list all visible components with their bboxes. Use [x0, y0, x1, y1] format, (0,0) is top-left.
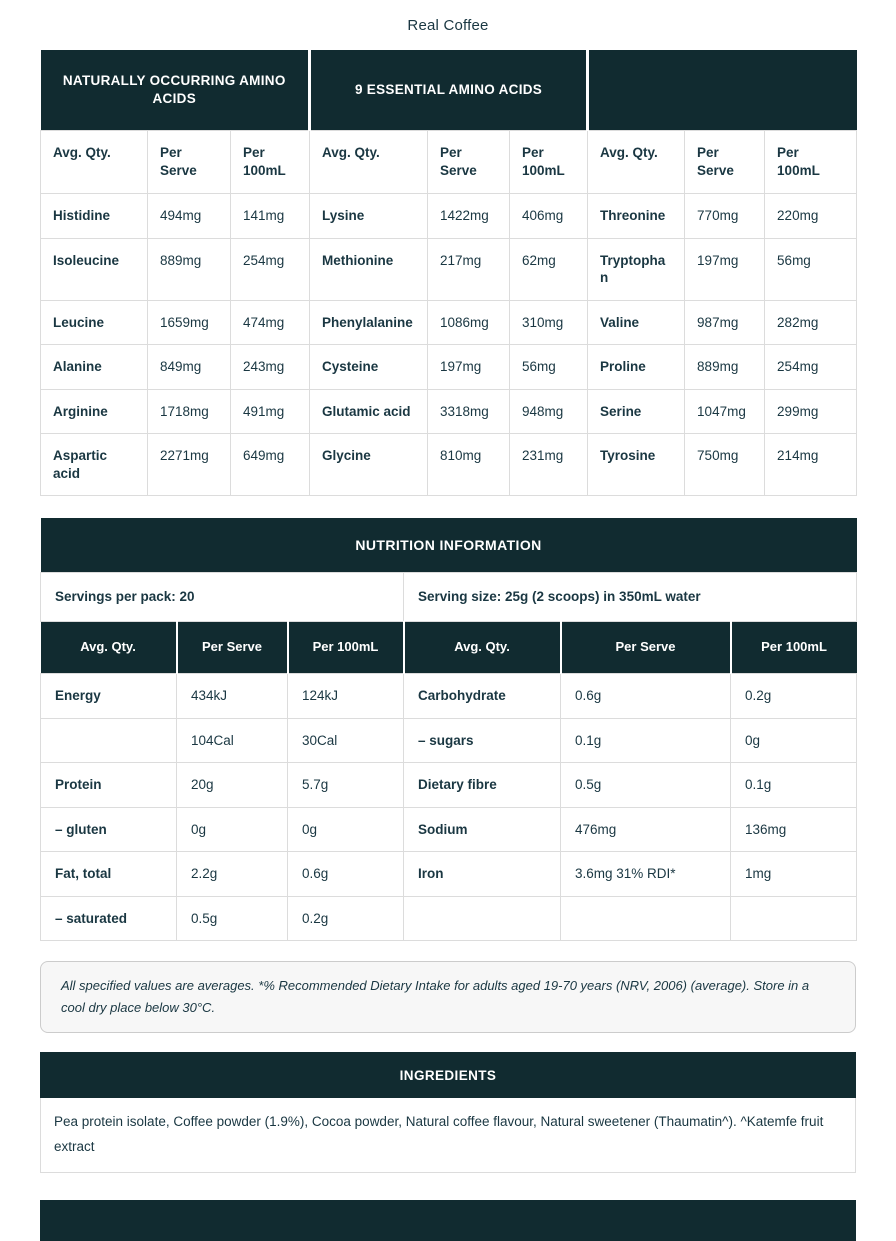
nutrient-value-cell: 0.6g: [288, 852, 404, 897]
amino-acids-table: [40, 50, 857, 496]
amino-col-header: Per 100mL: [231, 131, 310, 194]
nutrition-col-header: Per 100mL: [288, 622, 404, 674]
amino-name-cell: Arginine: [41, 389, 148, 434]
nutrition-column-header-row: [41, 622, 857, 674]
nutrient-name-cell: – sugars: [404, 718, 561, 763]
nutrition-col-header: Per Serve: [561, 622, 731, 674]
amino-value-cell: 987mg: [685, 300, 765, 345]
amino-name-cell: Phenylalanine: [310, 300, 428, 345]
nutrient-name-cell: [41, 718, 177, 763]
amino-value-cell: 254mg: [765, 345, 857, 390]
nutrient-value-cell: 476mg: [561, 807, 731, 852]
amino-value-cell: 889mg: [148, 238, 231, 300]
amino-value-cell: 310mg: [510, 300, 588, 345]
amino-value-cell: 491mg: [231, 389, 310, 434]
amino-value-cell: 197mg: [428, 345, 510, 390]
nutrient-value-cell: 0g: [288, 807, 404, 852]
amino-value-cell: 750mg: [685, 434, 765, 496]
amino-value-cell: 62mg: [510, 238, 588, 300]
serving-size: Serving size: 25g (2 scoops) in 350mL water: [404, 573, 857, 622]
amino-value-cell: 56mg: [765, 238, 857, 300]
table-row: [41, 852, 857, 897]
nutrient-value-cell: 3.6mg 31% RDI*: [561, 852, 731, 897]
amino-col-header: Avg. Qty.: [41, 131, 148, 194]
amino-value-cell: 2271mg: [148, 434, 231, 496]
table-row: [41, 194, 857, 239]
nutrient-value-cell: 1mg: [731, 852, 857, 897]
next-section-header-bar: [40, 1200, 856, 1241]
amino-name-cell: Serine: [588, 389, 685, 434]
amino-group-header-blank: [588, 50, 857, 131]
amino-value-cell: 254mg: [231, 238, 310, 300]
nutrient-name-cell: Fat, total: [41, 852, 177, 897]
amino-value-cell: 1422mg: [428, 194, 510, 239]
ingredients-text: Pea protein isolate, Coffee powder (1.9%), Cocoa powder, Natural coffee flavour, Natural sweetener (Thaumatin^). ^Katemfe fruit extract: [40, 1098, 856, 1173]
nutrient-value-cell: 434kJ: [177, 674, 288, 719]
amino-value-cell: 1047mg: [685, 389, 765, 434]
amino-value-cell: 810mg: [428, 434, 510, 496]
nutrient-name-cell: Iron: [404, 852, 561, 897]
amino-col-header: Avg. Qty.: [310, 131, 428, 194]
table-row: [41, 389, 857, 434]
amino-name-cell: Aspartic acid: [41, 434, 148, 496]
amino-value-cell: 231mg: [510, 434, 588, 496]
amino-value-cell: 214mg: [765, 434, 857, 496]
amino-name-cell: Valine: [588, 300, 685, 345]
amino-value-cell: 474mg: [231, 300, 310, 345]
amino-value-cell: 889mg: [685, 345, 765, 390]
amino-value-cell: 243mg: [231, 345, 310, 390]
amino-value-cell: 948mg: [510, 389, 588, 434]
amino-name-cell: Cysteine: [310, 345, 428, 390]
amino-group-header-essential: 9 ESSENTIAL AMINO ACIDS: [310, 50, 588, 131]
amino-col-header: Avg. Qty.: [588, 131, 685, 194]
amino-value-cell: 282mg: [765, 300, 857, 345]
nutrition-information-header: NUTRITION INFORMATION: [41, 518, 857, 573]
nutrient-value-cell: 0.1g: [561, 718, 731, 763]
amino-name-cell: Glutamic acid: [310, 389, 428, 434]
amino-value-cell: 1086mg: [428, 300, 510, 345]
amino-col-header: Per 100mL: [765, 131, 857, 194]
table-row: [41, 345, 857, 390]
nutrient-name-cell: – gluten: [41, 807, 177, 852]
amino-name-cell: Alanine: [41, 345, 148, 390]
nutrient-value-cell: 0.2g: [288, 896, 404, 941]
nutrient-value-cell: 0.5g: [561, 763, 731, 808]
amino-name-cell: Lysine: [310, 194, 428, 239]
table-row: [41, 896, 857, 941]
amino-value-cell: 649mg: [231, 434, 310, 496]
page-title: Real Coffee: [407, 17, 489, 34]
nutrient-value-cell: 0g: [177, 807, 288, 852]
nutrient-name-cell: Protein: [41, 763, 177, 808]
nutrient-value-cell: 0.2g: [731, 674, 857, 719]
amino-name-cell: Threonine: [588, 194, 685, 239]
serving-info-row: [41, 573, 857, 622]
amino-value-cell: 299mg: [765, 389, 857, 434]
nutrient-value-cell: 20g: [177, 763, 288, 808]
amino-value-cell: 3318mg: [428, 389, 510, 434]
amino-name-cell: Tryptophan: [588, 238, 685, 300]
table-row: [41, 300, 857, 345]
amino-name-cell: Isoleucine: [41, 238, 148, 300]
table-row: [41, 763, 857, 808]
nutrient-value-cell: [561, 896, 731, 941]
servings-per-pack: Servings per pack: 20: [41, 573, 404, 622]
table-row: [41, 674, 857, 719]
amino-group-header-naturally-occurring: NATURALLY OCCURRING AMINO ACIDS: [41, 50, 310, 131]
nutrient-name-cell: Carbohydrate: [404, 674, 561, 719]
amino-name-cell: Leucine: [41, 300, 148, 345]
amino-col-header: Per Serve: [428, 131, 510, 194]
amino-name-cell: Tyrosine: [588, 434, 685, 496]
nutrition-col-header: Per 100mL: [731, 622, 857, 674]
nutrient-value-cell: 124kJ: [288, 674, 404, 719]
nutrient-value-cell: 0.1g: [731, 763, 857, 808]
amino-value-cell: 849mg: [148, 345, 231, 390]
nutrient-value-cell: 5.7g: [288, 763, 404, 808]
nutrient-value-cell: 136mg: [731, 807, 857, 852]
amino-value-cell: 1718mg: [148, 389, 231, 434]
table-row: [41, 807, 857, 852]
amino-name-cell: Methionine: [310, 238, 428, 300]
nutrient-value-cell: 0.6g: [561, 674, 731, 719]
amino-value-cell: 220mg: [765, 194, 857, 239]
nutrition-information-table: [40, 518, 857, 941]
nutrient-value-cell: 2.2g: [177, 852, 288, 897]
amino-value-cell: 56mg: [510, 345, 588, 390]
nutrition-col-header: Avg. Qty.: [404, 622, 561, 674]
nutrient-value-cell: 0g: [731, 718, 857, 763]
table-row: [41, 434, 857, 496]
amino-name-cell: Glycine: [310, 434, 428, 496]
nutrient-name-cell: Dietary fibre: [404, 763, 561, 808]
nutrient-value-cell: 30Cal: [288, 718, 404, 763]
table-row: [41, 238, 857, 300]
ingredients-header: INGREDIENTS: [40, 1052, 856, 1098]
amino-name-cell: Histidine: [41, 194, 148, 239]
nutrition-col-header: Avg. Qty.: [41, 622, 177, 674]
nutrient-value-cell: 104Cal: [177, 718, 288, 763]
nutrient-name-cell: Energy: [41, 674, 177, 719]
amino-value-cell: 770mg: [685, 194, 765, 239]
nutrient-value-cell: 0.5g: [177, 896, 288, 941]
amino-value-cell: 197mg: [685, 238, 765, 300]
amino-value-cell: 406mg: [510, 194, 588, 239]
nutrition-col-header: Per Serve: [177, 622, 288, 674]
ingredients-section: [40, 1052, 856, 1173]
amino-col-header: Per Serve: [685, 131, 765, 194]
nutrient-name-cell: Sodium: [404, 807, 561, 852]
nutrient-value-cell: [731, 896, 857, 941]
amino-col-header: Per 100mL: [510, 131, 588, 194]
amino-value-cell: 217mg: [428, 238, 510, 300]
amino-value-cell: 494mg: [148, 194, 231, 239]
amino-column-header-row: [41, 131, 857, 194]
amino-name-cell: Proline: [588, 345, 685, 390]
nutrient-name-cell: [404, 896, 561, 941]
disclaimer-note: All specified values are averages. *% Recommended Dietary Intake for adults aged 19-70 years (NRV, 2006) (average). Store in a cool dry place below 30°C.: [40, 961, 856, 1033]
amino-col-header: Per Serve: [148, 131, 231, 194]
table-row: [41, 718, 857, 763]
nutrient-name-cell: – saturated: [41, 896, 177, 941]
amino-value-cell: 1659mg: [148, 300, 231, 345]
amino-value-cell: 141mg: [231, 194, 310, 239]
